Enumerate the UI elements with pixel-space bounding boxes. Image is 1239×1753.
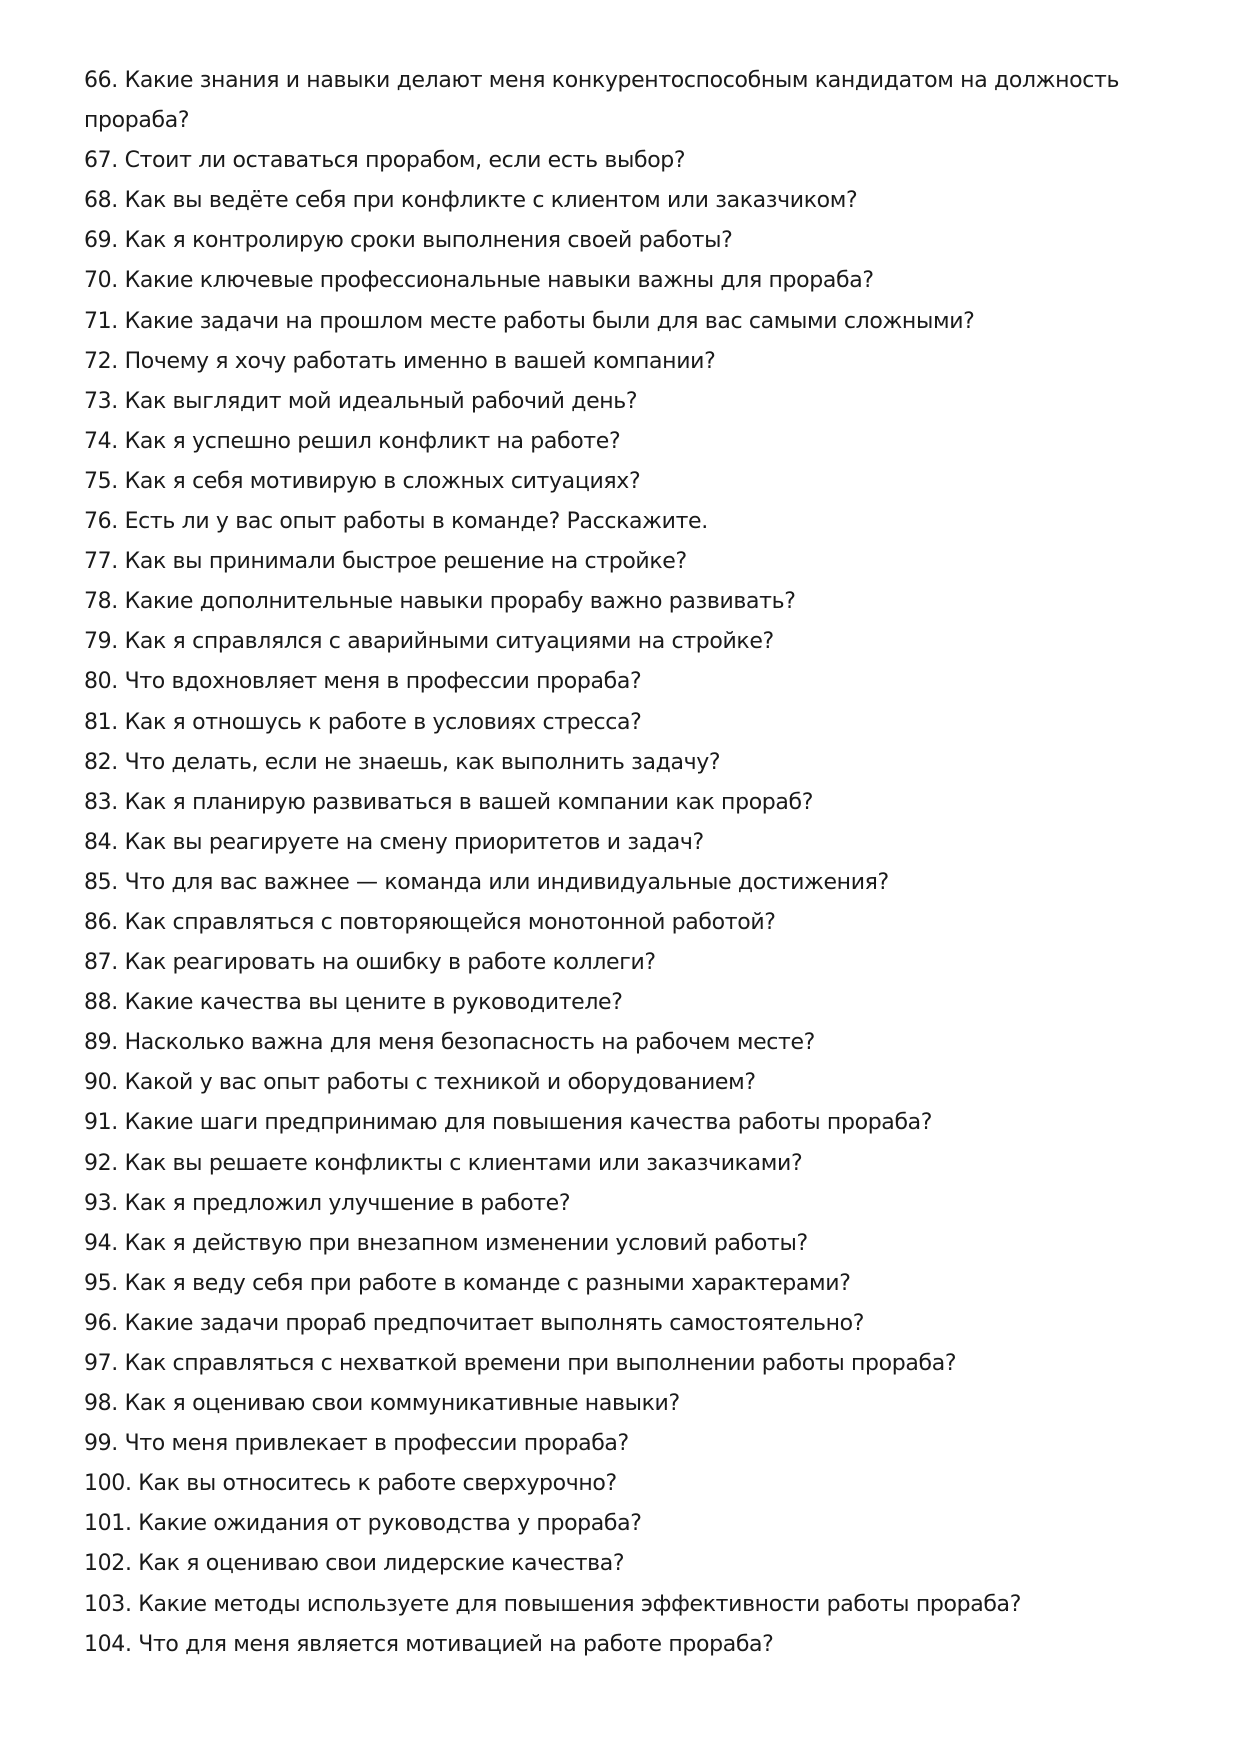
- list-item: 100. Как вы относитесь к работе сверхурочно?: [84, 1471, 617, 1497]
- list-item: 70. Какие ключевые профессиональные навыки важны для прораба?: [84, 268, 874, 294]
- list-item: 80. Что вдохновляет меня в профессии прораба?: [84, 669, 642, 695]
- list-item: 92. Как вы решаете конфликты с клиентами или заказчиками?: [84, 1150, 803, 1176]
- list-item: 101. Какие ожидания от руководства у прораба?: [84, 1511, 642, 1537]
- list-item: 73. Как выглядит мой идеальный рабочий день?: [84, 388, 638, 414]
- list-item: 84. Как вы реагируете на смену приоритетов и задач?: [84, 829, 704, 855]
- list-item: 95. Как я веду себя при работе в команде с разными характерами?: [84, 1270, 851, 1296]
- list-item: 81. Как я отношусь к работе в условиях стресса?: [84, 709, 642, 735]
- list-item: 74. Как я успешно решил конфликт на работе?: [84, 428, 621, 454]
- list-item: 87. Как реагировать на ошибку в работе коллеги?: [84, 950, 656, 976]
- question-list: [84, 61, 1164, 1665]
- list-item: 97. Как справляться с нехваткой времени при выполнении работы прораба?: [84, 1351, 957, 1376]
- list-item: 78. Какие дополнительные навыки прорабу важно развивать?: [84, 589, 796, 615]
- list-item: 68. Как вы ведёте себя при конфликте с клиентом или заказчиком?: [84, 188, 858, 214]
- list-item: 98. Как я оцениваю свои коммуникативные навыки?: [84, 1391, 680, 1417]
- list-item: 82. Что делать, если не знаешь, как выполнить задачу?: [84, 749, 721, 775]
- list-item: 91. Какие шаги предпринимаю для повышения качества работы прораба?: [84, 1110, 933, 1136]
- list-item: 99. Что меня привлекает в профессии прораба?: [84, 1431, 629, 1457]
- list-item: 88. Какие качества вы цените в руководителе?: [84, 990, 623, 1016]
- list-item: 69. Как я контролирую сроки выполнения своей работы?: [84, 228, 733, 254]
- list-item: 79. Как я справлялся с аварийными ситуациями на стройке?: [84, 629, 774, 655]
- list-item: 71. Какие задачи на прошлом месте работы были для вас самыми сложными?: [84, 308, 975, 334]
- list-item: 94. Как я действую при внезапном изменении условий работы?: [84, 1230, 808, 1256]
- list-item: 103. Какие методы используете для повышения эффективности работы прораба?: [84, 1591, 1022, 1617]
- list-item: 104. Что для меня является мотивацией на работе прораба?: [84, 1631, 774, 1657]
- list-item: 86. Как справляться с повторяющейся монотонной работой?: [84, 909, 776, 935]
- list-item: 89. Насколько важна для меня безопасность на рабочем месте?: [84, 1030, 815, 1056]
- list-item: 90. Какой у вас опыт работы с техникой и оборудованием?: [84, 1070, 756, 1096]
- list-item: 72. Почему я хочу работать именно в вашей компании?: [84, 348, 716, 374]
- list-item: 93. Как я предложил улучшение в работе?: [84, 1190, 571, 1216]
- list-item: 76. Есть ли у вас опыт работы в команде? Расскажите.: [84, 509, 708, 535]
- list-item: 83. Как я планирую развиваться в вашей компании как прораб?: [84, 789, 814, 815]
- list-item: 77. Как вы принимали быстрое решение на стройке?: [84, 549, 687, 575]
- list-item: 96. Какие задачи прораб предпочитает выполнять самостоятельно?: [84, 1310, 865, 1336]
- list-item: 102. Как я оцениваю свои лидерские качества?: [84, 1551, 625, 1577]
- list-item: 75. Как я себя мотивирую в сложных ситуациях?: [84, 468, 641, 494]
- list-item: 67. Стоит ли оставаться прорабом, если есть выбор?: [84, 148, 686, 174]
- list-item: 85. Что для вас важнее — команда или индивидуальные достижения?: [84, 869, 889, 895]
- list-item: 66. Какие знания и навыки делают меня конкурентоспособным кандидатом на должность прораба?: [84, 68, 1120, 134]
